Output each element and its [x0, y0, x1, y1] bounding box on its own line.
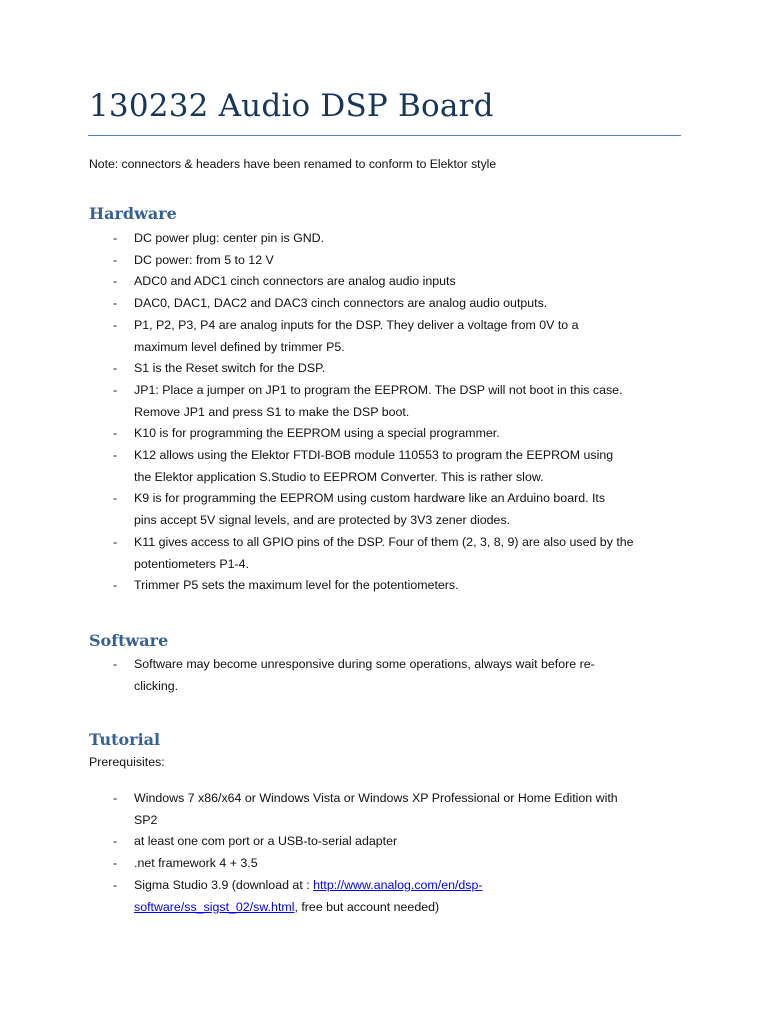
list-item-text: .net framework 4 + 3.5 — [134, 856, 258, 871]
list-item-text: P1, P2, P3, P4 are analog inputs for the DSP. They deliver a voltage from 0V to a — [134, 317, 579, 332]
dash-bullet: - — [113, 791, 118, 805]
hardware-heading: Hardware — [89, 204, 177, 223]
list-item-text: JP1: Place a jumper on JP1 to program the EEPROM. The DSP will not boot in this case. — [134, 382, 623, 397]
sigma-studio-download-link[interactable]: http://www.analog.com/en/dsp- — [313, 878, 483, 892]
list-item — [89, 358, 689, 380]
sigma-studio-note: , free but account needed) — [294, 899, 440, 914]
list-item — [89, 853, 689, 875]
list-item — [89, 831, 689, 853]
list-item-text: pins accept 5V signal levels, and are protected by 3V3 zener diodes. — [134, 513, 511, 528]
list-item — [89, 488, 689, 531]
list-item — [89, 380, 689, 423]
list-item — [89, 875, 689, 918]
list-item-text: S1 is the Reset switch for the DSP. — [134, 361, 326, 376]
dash-bullet: - — [113, 317, 118, 332]
dash-bullet: - — [113, 534, 118, 549]
dash-bullet: - — [113, 856, 118, 871]
dash-bullet: - — [113, 878, 118, 892]
list-item — [89, 315, 689, 358]
list-item-text: SP2 — [134, 812, 158, 827]
tutorial-heading: Tutorial — [89, 730, 161, 749]
list-item — [89, 532, 689, 575]
naming-note: Note: connectors & headers have been renamed to conform to Elektor style — [89, 157, 497, 171]
dash-bullet: - — [113, 382, 118, 397]
list-item-text: ADC0 and ADC1 cinch connectors are analog audio inputs — [134, 274, 456, 289]
list-item-text: maximum level defined by trimmer P5. — [134, 339, 345, 354]
list-item — [89, 271, 689, 293]
hardware-list — [89, 228, 689, 597]
sigma-studio-list — [89, 875, 689, 918]
list-item-text: Software may become unresponsive during some operations, always wait before re- — [134, 657, 595, 671]
list-item-text: DAC0, DAC1, DAC2 and DAC3 cinch connectors are analog audio outputs. — [134, 296, 548, 311]
software-list — [89, 654, 689, 697]
list-item-text: clicking. — [134, 678, 179, 693]
dash-bullet: - — [113, 426, 118, 441]
dash-bullet: - — [113, 448, 118, 463]
title-underline — [88, 135, 681, 136]
list-item-text: at least one com port or a USB-to-serial adapter — [134, 834, 398, 849]
list-item — [89, 423, 689, 445]
software-heading: Software — [89, 631, 169, 650]
list-item — [89, 788, 689, 831]
list-item-text: Windows 7 x86/x64 or Windows Vista or Windows XP Professional or Home Edition with — [134, 791, 618, 805]
list-item-text: K9 is for programming the EEPROM using custom hardware like an Arduino board. Its — [134, 491, 606, 506]
list-item — [89, 250, 689, 272]
list-item-text: K10 is for programming the EEPROM using a special programmer. — [134, 426, 500, 441]
list-item — [89, 293, 689, 315]
list-item-text: Remove JP1 and press S1 to make the DSP boot. — [134, 404, 410, 419]
list-item-text: Trimmer P5 sets the maximum level for the potentiometers. — [134, 578, 459, 593]
list-item-text: DC power: from 5 to 12 V — [134, 252, 274, 267]
dash-bullet: - — [113, 231, 118, 245]
document-title: 130232 Audio DSP Board — [89, 88, 494, 124]
list-item — [89, 445, 689, 488]
dash-bullet: - — [113, 657, 118, 671]
list-item-text: the Elektor application S.Studio to EEPROM Converter. This is rather slow. — [134, 469, 544, 484]
dash-bullet: - — [113, 296, 118, 311]
dash-bullet: - — [113, 834, 118, 849]
list-item-text: K11 gives access to all GPIO pins of the DSP. Four of them (2, 3, 8, 9) are also used by the — [134, 534, 634, 549]
list-item-text: K12 allows using the Elektor FTDI-BOB module 110553 to program the EEPROM using — [134, 448, 614, 463]
dash-bullet: - — [113, 252, 118, 267]
dash-bullet: - — [113, 578, 118, 593]
sigma-studio-text: Sigma Studio 3.9 (download at : — [134, 878, 314, 892]
prerequisites-list — [89, 788, 689, 875]
sigma-studio-download-link-continued[interactable]: software/ss_sigst_02/sw.html — [134, 899, 295, 914]
dash-bullet: - — [113, 491, 118, 506]
list-item — [89, 575, 689, 597]
dash-bullet: - — [113, 361, 118, 376]
list-item — [89, 228, 689, 250]
dash-bullet: - — [113, 274, 118, 289]
list-item-text: potentiometers P1-4. — [134, 556, 250, 571]
list-item — [89, 654, 689, 697]
prerequisites-label: Prerequisites: — [89, 755, 165, 769]
list-item-text: DC power plug: center pin is GND. — [134, 231, 325, 245]
